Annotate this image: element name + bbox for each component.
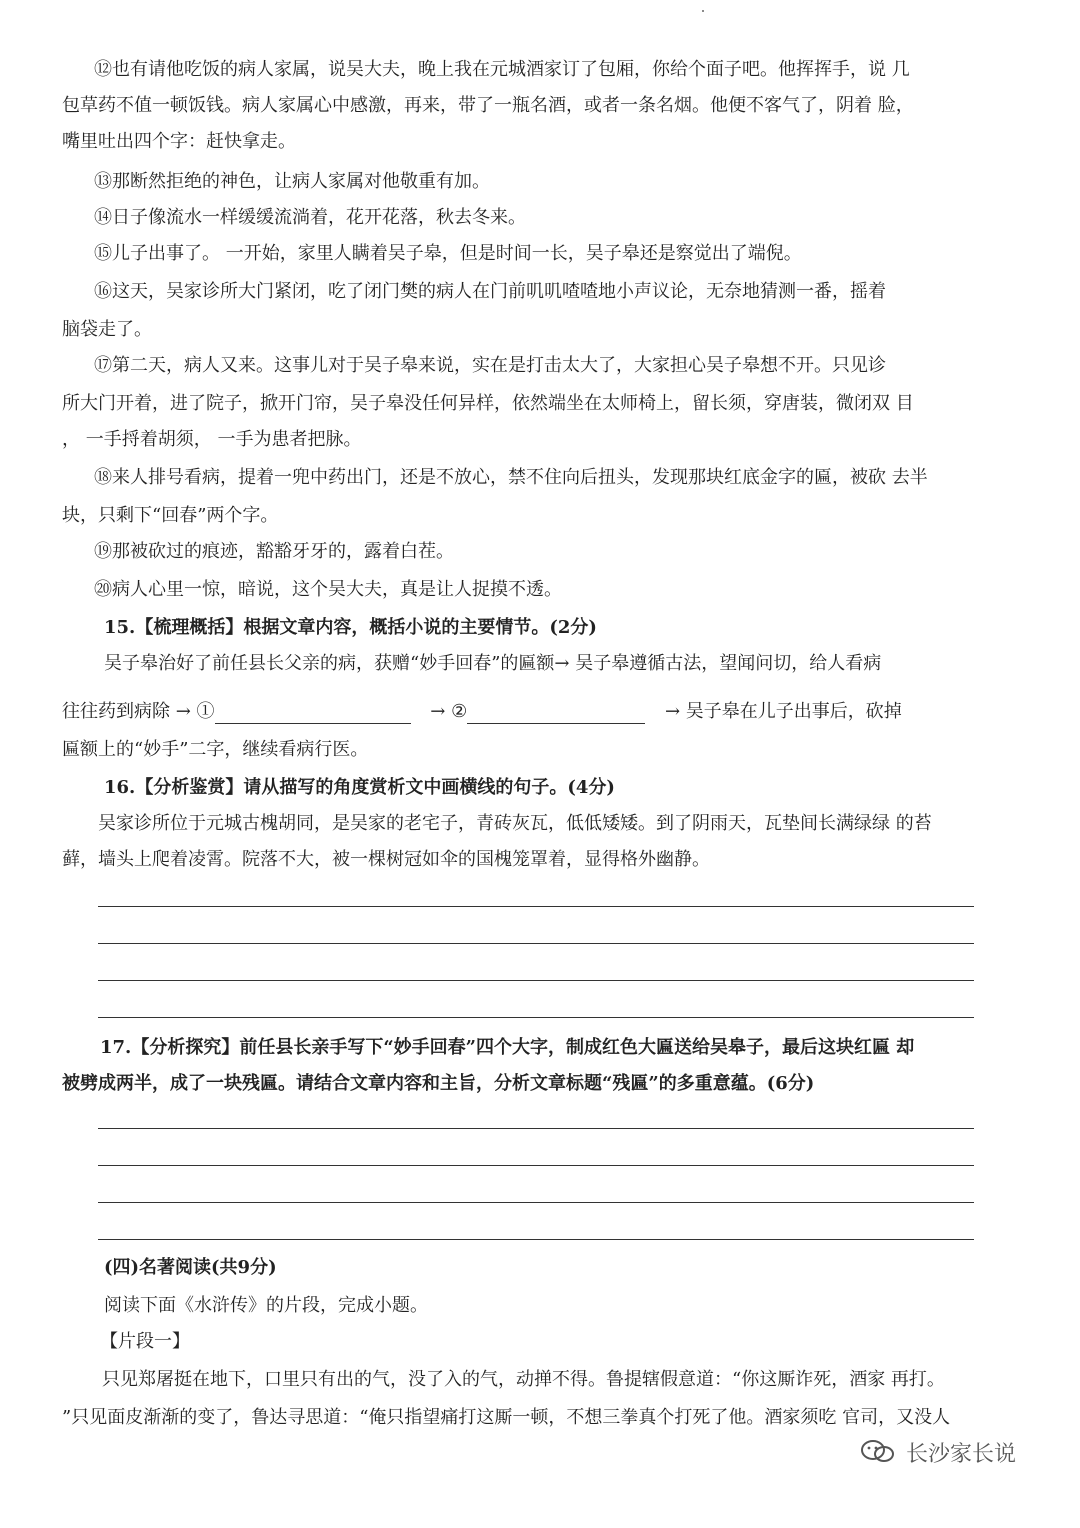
paragraph-line: 块，只剩下“回春”两个字。 (62, 505, 279, 526)
paragraph-line: ⑲那被砍过的痕迹，豁豁牙牙的，露着白茬。 (94, 541, 454, 562)
scan-dot (702, 10, 704, 12)
excerpt-label: 【片段一】 (100, 1331, 190, 1352)
wechat-channel-icon (858, 1438, 898, 1466)
question-15-text: 吴子皋治好了前任县长父亲的病，获赠“妙手回春”的匾额→ 吴子皋遵循古法，望闻问切，给人看病 (104, 653, 882, 674)
section-heading: (四)名著阅读(共9分) (104, 1257, 277, 1278)
paragraph-line: ⑱来人排号看病，提着一兜中药出门，还是不放心，禁不住向后扭头，发现那块红底金字的匾，被砍 去半 (94, 467, 928, 488)
answer-blank-2[interactable] (467, 703, 645, 724)
answer-line[interactable] (98, 980, 974, 981)
answer-line[interactable] (98, 1165, 974, 1166)
excerpt-text: 只见郑屠挺在地下，口里只有出的气，没了入的气，动掸不得。鲁提辖假意道：“你这厮诈死，酒家 再打。 (102, 1369, 945, 1390)
answer-line[interactable] (98, 1202, 974, 1203)
excerpt-text: ”只见面皮渐渐的变了，鲁达寻思道：“俺只指望痛打这厮一顿，不想三拳真个打死了他。酒家须吃 官司，又没人 (62, 1407, 951, 1428)
paragraph-line: 脑袋走了。 (62, 319, 152, 340)
answer-line[interactable] (98, 1128, 974, 1129)
question-16-text: 吴家诊所位于元城古槐胡同，是吴家的老宅子，青砖灰瓦，低低矮矮。到了阴雨天，瓦垫间长满绿绿 的苔 (98, 813, 932, 834)
paragraph-line: ⑫也有请他吃饭的病人家属，说吴大夫，晚上我在元城酒家订了包厢，你给个面子吧。他挥挥手，说 几 (94, 59, 910, 80)
paragraph-line: 包草药不值一顿饭钱。病人家属心中感激，再来，带了一瓶名酒，或者一条名烟。他便不客气了，阴着 脸， (62, 95, 914, 116)
watermark (858, 1432, 1016, 1472)
paragraph-line: ， 一手捋着胡须， 一手为患者把脉。 (62, 429, 362, 450)
answer-line[interactable] (98, 1017, 974, 1018)
answer-line[interactable] (98, 906, 974, 907)
paragraph-line: ⑬那断然拒绝的神色，让病人家属对他敬重有加。 (94, 171, 490, 192)
question-15-text: 匾额上的“妙手”二字，继续看病行医。 (62, 739, 369, 760)
answer-line[interactable] (98, 943, 974, 944)
question-17-title: 17.【分析探究】前任县长亲手写下“妙手回春”四个大字，制成红色大匾送给吴皋子，最后这块红匾 却 (100, 1037, 915, 1058)
paragraph-line: ⑮儿子出事了。 一开始，家里人瞒着吴子皋，但是时间一长，吴子皋还是察觉出了端倪。 (94, 243, 802, 264)
paragraph-line: ⑳病人心里一惊，暗说，这个吴大夫，真是让人捉摸不透。 (94, 579, 562, 600)
answer-line[interactable] (98, 1239, 974, 1240)
question-16-text: 藓，墙头上爬着凌霄。院落不大，被一棵树冠如伞的国槐笼罩着，显得格外幽静。 (62, 849, 710, 870)
paragraph-line: ⑰第二天，病人又来。这事儿对于吴子皋来说，实在是打击太大了，大家担心吴子皋想不开。只见诊 (94, 355, 886, 376)
paragraph-line: 嘴里吐出四个字：赶快拿走。 (62, 131, 296, 152)
question-17-title: 被劈成两半，成了一块残匾。请结合文章内容和主旨，分析文章标题“残匾”的多重意蕴。(6分) (62, 1073, 815, 1094)
flow-step-1-label: 往往药到病除 → ① (62, 701, 215, 722)
flow-step-3-label: → 吴子皋在儿子出事后，砍掉 (664, 701, 902, 722)
paragraph-line: 所大门开着，进了院子，掀开门帘，吴子皋没任何异样，依然端坐在太师椅上，留长须，穿唐装，微闭双 目 (62, 393, 914, 414)
paragraph-line: ⑯这天，吴家诊所大门紧闭，吃了闭门樊的病人在门前叽叽喳喳地小声议论，无奈地猜测一番，摇着 (94, 281, 886, 302)
watermark-text: 长沙家长说 (906, 1441, 1017, 1467)
paragraph-line: ⑭日子像流水一样缓缓流淌着，花开花落，秋去冬来。 (94, 207, 526, 228)
flow-step-2-label: → ② (430, 701, 468, 722)
question-16-title: 16.【分析鉴赏】请从描写的角度赏析文中画横线的句子。(4分) (104, 777, 615, 798)
question-15-flow-row (62, 700, 1022, 724)
section-instruction: 阅读下面《水浒传》的片段，完成小题。 (104, 1295, 428, 1316)
question-15-title: 15.【梳理概括】根据文章内容，概括小说的主要情节。(2分) (104, 617, 597, 638)
answer-blank-1[interactable] (215, 703, 411, 724)
